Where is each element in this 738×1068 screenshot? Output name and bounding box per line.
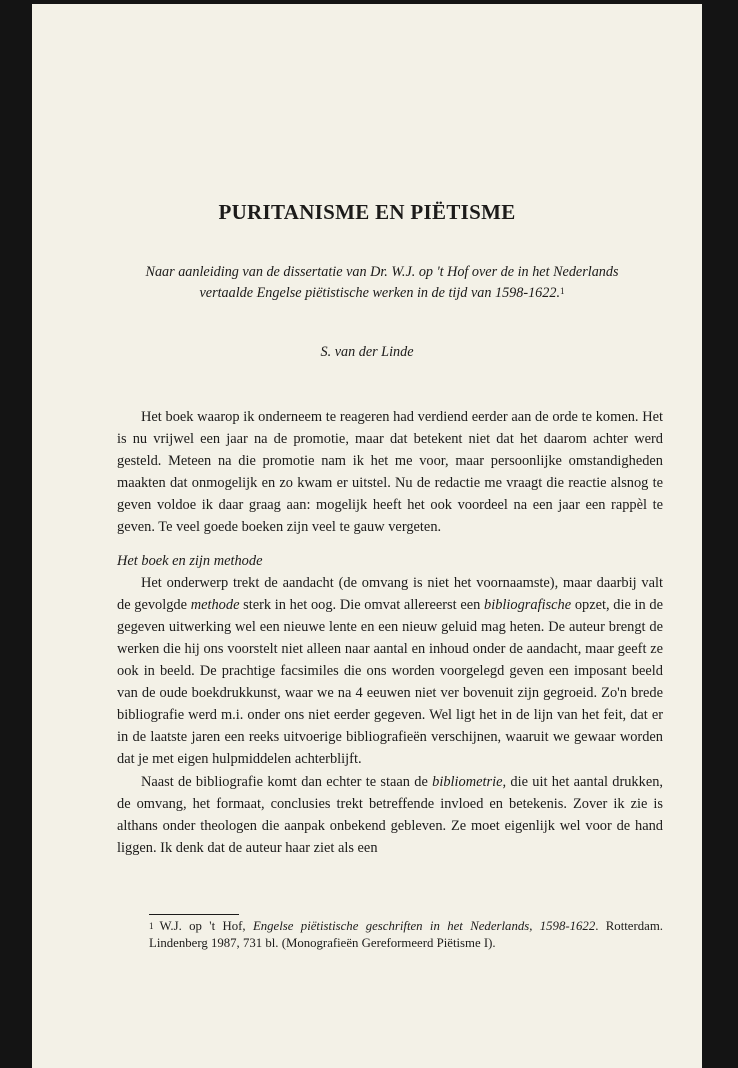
text-run: die uit het aantal drukken, de omvang, het formaat, conclusies trekt betreffende invloed en betekenis. Zover ik zie is althans onder theologen die aanpak onbekend gebleven. Ze moet eigenlijk wel voor de hand liggen. Ik denk dat de auteur haar ziet als een <box>117 773 664 856</box>
emphasis: methode <box>190 596 240 613</box>
subtitle-text: Naar aanleiding van de dissertatie van Dr. W.J. op 't Hof over de in het Nederlands vertaalde Engelse piëtistische werken in de tijd van 1598-1622. <box>145 264 619 301</box>
footnote-number: 1 <box>149 921 154 931</box>
method-paragraph <box>117 572 663 771</box>
text-run: Het onderwerp trekt de aandacht (de omvang is niet het voornaamste), maar daarbij valt de gevolgde <box>117 574 663 613</box>
text-run: W.J. op 't Hof, <box>159 919 253 933</box>
text-run: . Rotterdam. Lindenberg 1987, 731 bl. (Monografieën Gereformeerd Piëtisme I). <box>149 919 663 950</box>
emphasis: bibliometrie, <box>432 773 507 790</box>
footnote-reference[interactable]: 1 <box>560 286 565 296</box>
bibliometrie-paragraph <box>117 771 663 859</box>
emphasis: Engelse piëtistische geschriften in het Nederlands, 1598-1622 <box>252 919 596 933</box>
scan-border-right <box>702 0 738 1068</box>
article-title: PURITANISME EN PIËTISME <box>218 200 516 224</box>
document-page <box>32 4 702 1068</box>
footnote <box>149 918 663 952</box>
emphasis: bibliografische <box>484 596 572 613</box>
text-run: sterk in het oog. Die omvat allereerst een <box>239 596 484 613</box>
scan-border-left <box>0 0 32 1068</box>
intro-paragraph: Het boek waarop ik onderneem te reageren had verdiend eerder aan de orde te komen. Het is nu vrijwel een jaar na de promotie, maar dat betekent niet dat het daarom achter werd gesteld. Meteen na die promotie nam ik het me voor, maar persoonlijke omstandigheden maakten dat onmogelijk en zo kwam er uitstel. Nu de redactie me vraagt die reactie alsnog te geven voldoe ik daar graag aan: mogelijk heeft het ook voordeel na een jaar een rappèl te geven. Te veel goede boeken zijn veel te gauw vergeten. <box>117 409 663 536</box>
article-body <box>117 406 663 859</box>
article-subtitle <box>142 262 622 304</box>
text-run: opzet, die in de gegeven uitwerking wel een nieuwe lente en een nieuw geluid mag heten. De auteur brengt de werken die hij ons voorstelt niet alleen naar aantal en inhoud onder de aandacht, maar geeft ze ook in beeld. De prachtige facsimiles die ons worden voorgelegd geven een imposant beeld van de oude boekdrukkunst, waar we na 4 eeuwen niet ver bovenuit zijn gegroeid. Zo'n brede bibliografie werd m.i. onder ons niet eerder gegeven. Wel ligt het in de lijn van het feit, dat er in de laatste jaren een reeks uitvoerige bibliografieën verschijnen, waaruit we gewaar worden dat je met eigen hulpmiddelen achterblijft. <box>117 596 663 768</box>
text-run: Naast de bibliografie komt dan echter te staan de <box>141 773 433 790</box>
section-heading: Het boek en zijn methode <box>117 552 263 569</box>
article-author: S. van der Linde <box>320 344 414 360</box>
footnote-divider <box>149 914 239 915</box>
